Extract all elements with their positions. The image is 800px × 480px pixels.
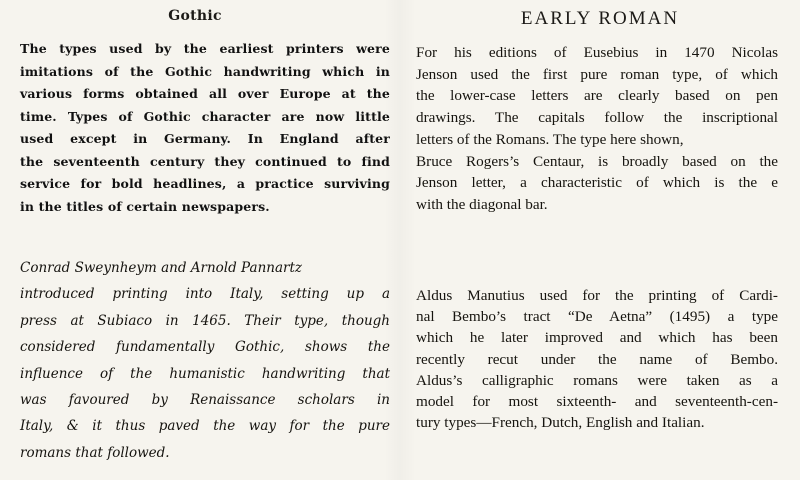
roman-line: Jenson used the first pure roman type, of which [416, 65, 778, 83]
roman-line: For his editions of Eusebius in 1470 Nicolas [416, 44, 778, 61]
roman-line: which he later improved and which has been [416, 329, 778, 347]
venetian-line: Conrad Sweynheym and Arnold Pannartz [20, 260, 303, 276]
aldus-paragraph [416, 285, 778, 433]
gothic-heading: Gothic [168, 8, 222, 24]
roman-line: tury types—French, Dutch, English and Italian. [416, 414, 705, 432]
venetian-line: introduced printing into Italy, setting up a [20, 286, 390, 303]
roman-line: Aldus Manutius used for the printing of Cardi- [416, 287, 778, 304]
roman-line: recently recut under the name of Bembo. [416, 350, 778, 368]
venetian-line: press at Subiaco in 1465. Their type, though [20, 312, 390, 329]
gothic-line: service for bold headlines, a practice surviving [20, 176, 390, 191]
roman-line: nal Bembo’s tract “De Aetna” (1495) a type [416, 308, 778, 326]
venetian-line: influence of the humanistic handwriting that [20, 365, 390, 382]
roman-line: letters of the Romans. The type here shown, [416, 130, 684, 148]
venetian-line: Italy, & it thus paved the way for the pure [20, 418, 390, 435]
roman-line: the lower-case letters are clearly based on pen [416, 87, 778, 105]
gothic-line: in the titles of certain newspapers. [20, 198, 270, 214]
early-roman-heading: EARLY ROMAN [520, 8, 680, 29]
gothic-line: the seventeenth century they continued to find [20, 153, 390, 169]
gothic-line: The types used by the earliest printers were [20, 41, 390, 56]
venetian-line: romans that followed. [20, 444, 170, 461]
roman-line: drawings. The capitals follow the inscriptional [416, 109, 778, 127]
venetian-line: considered fundamentally Gothic, shows the [20, 339, 390, 356]
roman-line: with the diagonal bar. [416, 195, 548, 213]
venetian-paragraph [20, 255, 390, 466]
jenson-paragraph [416, 42, 778, 216]
roman-line: Bruce Rogers’s Centaur, is broadly based on the [416, 152, 778, 170]
gothic-line: used except in Germany. In England after [20, 131, 390, 146]
roman-line: Jenson letter, a characteristic of which is the e [416, 174, 778, 192]
gothic-line: time. Types of Gothic character are now little [20, 108, 390, 124]
gothic-line: various forms obtained all over Europe at the [20, 86, 390, 101]
gothic-line: imitations of the Gothic handwriting which in [20, 63, 390, 79]
roman-line: model for most sixteenth- and seventeenth-cen- [416, 393, 778, 411]
roman-line: Aldus’s calligraphic romans were taken as a [416, 371, 778, 389]
venetian-line: was favoured by Renaissance scholars in [20, 392, 390, 409]
gothic-paragraph [20, 38, 390, 218]
